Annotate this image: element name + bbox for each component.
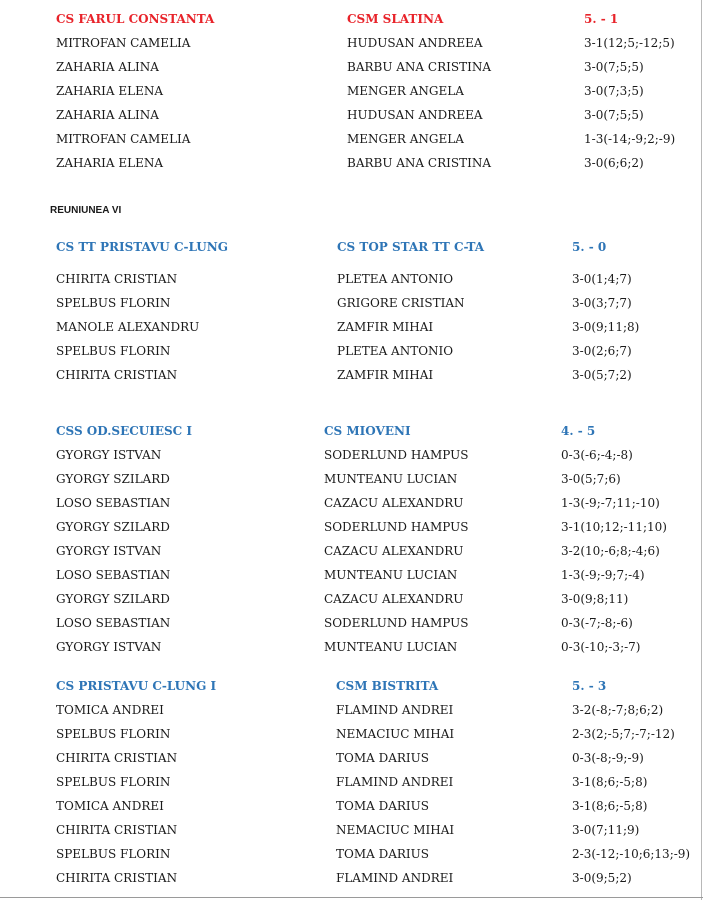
game-result: 3-0(7;3;5) <box>584 84 644 98</box>
game-result: 3-0(6;6;2) <box>584 156 644 170</box>
away-player: MENGER ANGELA <box>347 132 464 146</box>
away-player: ZAMFIR MIHAI <box>337 320 434 334</box>
home-player: LOSO SEBASTIAN <box>56 616 171 630</box>
game-row <box>0 470 703 488</box>
home-player: MITROFAN CAMELIA <box>56 36 191 50</box>
home-player: GYORGY SZILARD <box>56 520 170 534</box>
game-row <box>0 845 703 863</box>
home-player: LOSO SEBASTIAN <box>56 568 171 582</box>
game-row <box>0 869 703 887</box>
match-header <box>0 677 703 695</box>
match-score: 5. - 0 <box>572 240 607 254</box>
game-result: 3-0(9;11;8) <box>572 320 640 334</box>
away-player: SODERLUND HAMPUS <box>324 448 469 462</box>
game-result: 3-0(7;5;5) <box>584 108 644 122</box>
home-team: CSS OD.SECUIESC I <box>56 424 193 438</box>
game-row <box>0 294 703 312</box>
home-player: ZAHARIA ELENA <box>56 156 164 170</box>
game-row <box>0 446 703 464</box>
home-player: GYORGY ISTVAN <box>56 640 162 654</box>
home-player: CHIRITA CRISTIAN <box>56 823 178 837</box>
game-result: 3-2(10;-6;8;-4;6) <box>561 544 660 558</box>
game-result: 3-0(7;5;5) <box>584 60 644 74</box>
game-row <box>0 614 703 632</box>
game-result: 3-2(-8;-7;8;6;2) <box>572 703 664 717</box>
game-row <box>0 566 703 584</box>
home-player: GYORGY SZILARD <box>56 472 170 486</box>
home-player: GYORGY ISTVAN <box>56 448 162 462</box>
home-player: MANOLE ALEXANDRU <box>56 320 200 334</box>
game-result: 3-1(8;6;-5;8) <box>572 799 648 813</box>
home-player: GYORGY SZILARD <box>56 592 170 606</box>
away-player: TOMA DARIUS <box>336 751 430 765</box>
home-player: SPELBUS FLORIN <box>56 344 171 358</box>
game-row <box>0 797 703 815</box>
game-row <box>0 106 703 124</box>
home-team: CS TT PRISTAVU C-LUNG <box>56 240 228 254</box>
away-player: HUDUSAN ANDREEA <box>347 108 483 122</box>
away-team: CS TOP STAR TT C-TA <box>337 240 485 254</box>
away-player: FLAMIND ANDREI <box>336 775 454 789</box>
home-team: CS PRISTAVU C-LUNG I <box>56 679 217 693</box>
match-score: 5. - 3 <box>572 679 607 693</box>
game-result: 1-3(-9;-9;7;-4) <box>561 568 645 582</box>
away-player: MUNTEANU LUCIAN <box>324 640 458 654</box>
home-player: ZAHARIA ALINA <box>56 108 159 122</box>
game-result: 1-3(-9;-7;11;-10) <box>561 496 660 510</box>
away-player: ZAMFIR MIHAI <box>337 368 434 382</box>
game-row <box>0 318 703 336</box>
away-player: MUNTEANU LUCIAN <box>324 568 458 582</box>
away-player: TOMA DARIUS <box>336 799 430 813</box>
reuniune-heading: REUNIUNEA VI <box>50 205 122 216</box>
game-row <box>0 366 703 384</box>
game-row <box>0 270 703 288</box>
away-team: CSM SLATINA <box>347 12 444 26</box>
game-row <box>0 82 703 100</box>
game-result: 3-0(1;4;7) <box>572 272 632 286</box>
away-player: FLAMIND ANDREI <box>336 871 454 885</box>
game-result: 2-3(-12;-10;6;13;-9) <box>572 847 691 861</box>
home-player: GYORGY ISTVAN <box>56 544 162 558</box>
game-row <box>0 342 703 360</box>
game-result: 3-1(12;5;-12;5) <box>584 36 675 50</box>
game-row <box>0 725 703 743</box>
game-row <box>0 638 703 656</box>
home-player: ZAHARIA ALINA <box>56 60 159 74</box>
game-row <box>0 749 703 767</box>
away-player: PLETEA ANTONIO <box>337 272 454 286</box>
game-result: 3-0(9;5;2) <box>572 871 632 885</box>
game-result: 3-0(5;7;2) <box>572 368 632 382</box>
match-header <box>0 238 703 256</box>
away-player: CAZACU ALEXANDRU <box>324 544 464 558</box>
home-player: TOMICA ANDREI <box>56 703 164 717</box>
game-row <box>0 58 703 76</box>
home-player: CHIRITA CRISTIAN <box>56 871 178 885</box>
home-player: CHIRITA CRISTIAN <box>56 751 178 765</box>
game-result: 0-3(-8;-9;-9) <box>572 751 644 765</box>
game-result: 3-0(7;11;9) <box>572 823 640 837</box>
game-result: 3-0(9;8;11) <box>561 592 629 606</box>
away-player: TOMA DARIUS <box>336 847 430 861</box>
away-player: SODERLUND HAMPUS <box>324 616 469 630</box>
home-player: ZAHARIA ELENA <box>56 84 164 98</box>
away-player: NEMACIUC MIHAI <box>336 727 455 741</box>
game-row <box>0 542 703 560</box>
away-player: SODERLUND HAMPUS <box>324 520 469 534</box>
game-result: 3-0(2;6;7) <box>572 344 632 358</box>
home-player: TOMICA ANDREI <box>56 799 164 813</box>
match-header <box>0 10 703 28</box>
away-team: CSM BISTRITA <box>336 679 439 693</box>
game-result: 0-3(-6;-4;-8) <box>561 448 633 462</box>
away-player: BARBU ANA CRISTINA <box>347 156 491 170</box>
game-row <box>0 494 703 512</box>
game-result: 0-3(-7;-8;-6) <box>561 616 633 630</box>
game-result: 3-1(10;12;-11;10) <box>561 520 667 534</box>
home-player: SPELBUS FLORIN <box>56 727 171 741</box>
away-player: FLAMIND ANDREI <box>336 703 454 717</box>
page-bottom-border <box>0 897 703 898</box>
game-row <box>0 821 703 839</box>
home-player: CHIRITA CRISTIAN <box>56 272 178 286</box>
game-result: 3-0(3;7;7) <box>572 296 632 310</box>
game-result: 1-3(-14;-9;2;-9) <box>584 132 676 146</box>
match-score: 5. - 1 <box>584 12 619 26</box>
away-player: HUDUSAN ANDREEA <box>347 36 483 50</box>
home-player: CHIRITA CRISTIAN <box>56 368 178 382</box>
away-player: MENGER ANGELA <box>347 84 464 98</box>
home-player: SPELBUS FLORIN <box>56 847 171 861</box>
home-player: LOSO SEBASTIAN <box>56 496 171 510</box>
away-player: PLETEA ANTONIO <box>337 344 454 358</box>
away-player: BARBU ANA CRISTINA <box>347 60 491 74</box>
away-player: MUNTEANU LUCIAN <box>324 472 458 486</box>
match-score: 4. - 5 <box>561 424 596 438</box>
away-player: GRIGORE CRISTIAN <box>337 296 465 310</box>
game-row <box>0 701 703 719</box>
game-row <box>0 590 703 608</box>
home-team: CS FARUL CONSTANTA <box>56 12 215 26</box>
game-row <box>0 773 703 791</box>
home-player: SPELBUS FLORIN <box>56 296 171 310</box>
game-result: 3-1(8;6;-5;8) <box>572 775 648 789</box>
home-player: MITROFAN CAMELIA <box>56 132 191 146</box>
match-header <box>0 422 703 440</box>
away-player: CAZACU ALEXANDRU <box>324 592 464 606</box>
home-player: SPELBUS FLORIN <box>56 775 171 789</box>
game-row <box>0 154 703 172</box>
away-player: NEMACIUC MIHAI <box>336 823 455 837</box>
away-player: CAZACU ALEXANDRU <box>324 496 464 510</box>
away-team: CS MIOVENI <box>324 424 411 438</box>
game-row <box>0 518 703 536</box>
game-result: 2-3(2;-5;7;-7;-12) <box>572 727 675 741</box>
game-result: 0-3(-10;-3;-7) <box>561 640 641 654</box>
game-row <box>0 130 703 148</box>
game-result: 3-0(5;7;6) <box>561 472 621 486</box>
game-row <box>0 34 703 52</box>
